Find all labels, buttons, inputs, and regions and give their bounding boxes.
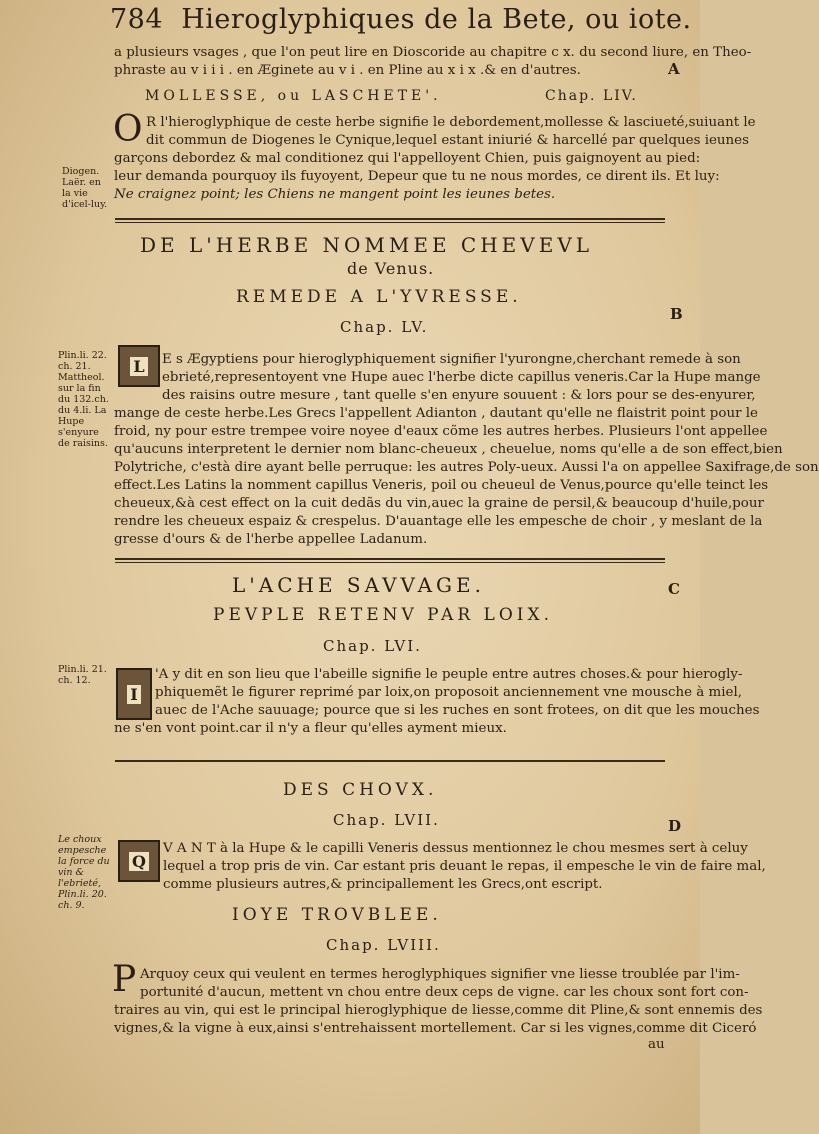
ch56-chap: Chap. LVI. bbox=[323, 637, 422, 655]
ch57-dropcap bbox=[118, 840, 160, 882]
ch55-line-4: mange de ceste herbe.Les Grecs l'appellent Adianton , dautant qu'elle ne flaistrit point pour le bbox=[114, 406, 758, 421]
ch57-line-1: V A N T à la Hupe & le capilli Veneris dessus mentionnez le chou mesmes sert à celuy bbox=[163, 841, 748, 856]
ch58-initial: P bbox=[112, 959, 137, 1000]
ch58-title: IOYE TROVBLEE. bbox=[232, 905, 442, 925]
margin-letter-d: D bbox=[668, 817, 682, 835]
page-header bbox=[110, 4, 692, 35]
page-number: 784 bbox=[110, 4, 164, 35]
margin-letter-a: A bbox=[668, 60, 680, 78]
section-rule bbox=[115, 558, 665, 560]
ch55-line-3: des raisins outre mesure , tant quelle s'en enyure souuent : & lors pour se des-enyurer, bbox=[162, 388, 756, 403]
ch55-line-7: Polytriche, c'està dire ayant belle perruque: les autres Poly-ueux. Aussi l'a on appellee Saxifrage,de son bbox=[114, 460, 819, 475]
ch58-line-2: portunité d'aucun, mettent vn chou entre deux ceps de vigne. car les choux sont fort con- bbox=[140, 985, 749, 1000]
ch56-line-3: auec de l'Ache sauuage; pource que si les ruches en sont frotees, on dit que les mouches bbox=[155, 703, 760, 718]
ch55-line-10: rendre les cheueux espaiz & crespelus. D'auantage elle les empesche de choir , y meslant de la bbox=[114, 514, 763, 529]
ch54-line-3: garçons debordez & mal conditionez qui l'appelloyent Chien, puis gaignoyent au pied: bbox=[114, 151, 701, 166]
ch54-title: MOLLESSE, ou LASCHETE'. bbox=[145, 88, 442, 104]
ch58-chap: Chap. LVIII. bbox=[326, 936, 441, 954]
ch57-margin-note: Le choux empesche la force du vin & l'ebrieté, Plin.li. 20. ch. 9. bbox=[58, 834, 110, 911]
ch57-line-2: lequel a trop pris de vin. Car estant pris deuant le repas, il empesche le vin de faire mal, bbox=[163, 859, 766, 874]
section-rule bbox=[115, 218, 665, 220]
ch55-line-5: froid, ny pour estre trempee voire noyee d'eaux cõme les autres herbes. Plusieurs l'ont appellee bbox=[114, 424, 768, 439]
ch56-initial: I bbox=[127, 685, 140, 704]
intro-line-2: phraste au v i i i . en Æginete au v i . en Pline au x i x .& en d'autres. bbox=[114, 63, 581, 78]
ch55-chap: Chap. LV. bbox=[340, 318, 429, 336]
margin-letter-c: C bbox=[668, 580, 680, 598]
ch57-initial: Q bbox=[129, 852, 149, 871]
ch56-line-2: phiquemẽt le figurer reprimé par loix,on proposoit anciennement vne mousche à miel, bbox=[155, 685, 742, 700]
ch55-dropcap bbox=[118, 345, 160, 387]
ch55-title-1: DE L'HERBE NOMMEE CHEVEVL bbox=[140, 233, 594, 257]
section-rule-thin bbox=[115, 222, 665, 223]
section-rule-thin bbox=[115, 562, 665, 563]
ch54-line-1: R l'hieroglyphique de ceste herbe signifie le debordement,mollesse & lasciueté,suiuant le bbox=[146, 115, 756, 130]
section-rule bbox=[115, 760, 665, 762]
ch56-line-4: ne s'en vont point.car il n'y a fleur qu'elles ayment mieux. bbox=[114, 721, 507, 736]
ch54-line-2: dit commun de Diogenes le Cynique,lequel estant iniurié & harcellé par quelques ieunes bbox=[146, 133, 749, 148]
ch56-title-1: L'ACHE SAVVAGE. bbox=[232, 573, 485, 597]
ch56-dropcap bbox=[116, 668, 152, 720]
ch56-margin-note: Plin.li. 21. ch. 12. bbox=[58, 664, 107, 686]
ch55-line-11: gresse d'ours & de l'herbe appellee Ladanum. bbox=[114, 532, 428, 547]
ch55-line-8: effect.Les Latins la nomment capillus Veneris, poil ou cheueul de Venus,pource qu'elle teinct les bbox=[114, 478, 769, 493]
ch56-line-1: 'A y dit en son lieu que l'abeille signifie le peuple entre autres choses.& pour hierogly- bbox=[155, 667, 743, 682]
ch55-title-3: REMEDE A L'YVRESSE. bbox=[236, 287, 522, 307]
margin-letter-b: B bbox=[670, 305, 683, 323]
ch58-line-1: Arquoy ceux qui veulent en termes heroglyphiques signifier vne liesse troublée par l'im- bbox=[140, 967, 740, 982]
ch57-line-3: comme plusieurs autres,& principallement les Grecs,ont escript. bbox=[163, 877, 603, 892]
ch54-chap: Chap. LIV. bbox=[545, 88, 638, 104]
ch57-title: DES CHOVX. bbox=[283, 780, 438, 800]
running-title: Hieroglyphiques de la Bete, ou iote. bbox=[181, 4, 692, 35]
ch58-line-4: vignes,& la vigne à eux,ainsi s'entrehaissent mortellement. Car si les vignes,comme dit Ciceró bbox=[114, 1021, 757, 1036]
catchword: au bbox=[648, 1037, 665, 1052]
ch58-line-3: traires au vin, qui est le principal hieroglyphique de liesse,comme dit Pline,& sont ennemis des bbox=[114, 1003, 763, 1018]
ch55-line-6: qu'aucuns interpretent le dernier nom blanc-cheueux , cheuelue, noms qu'elle a de son effect,bien bbox=[114, 442, 783, 457]
ch55-margin-note: Plin.li. 22. ch. 21. Mattheol. sur la fin du 132.ch. du 4.li. La Hupe s'enyure de raisins. bbox=[58, 350, 109, 449]
ch54-line-5: Ne craignez point; les Chiens ne mangent point les ieunes betes. bbox=[114, 187, 556, 202]
ch55-line-1: E s Ægyptiens pour hieroglyphiquement signifier l'yurongne,cherchant remede à son bbox=[162, 352, 741, 367]
ch55-title-2: de Venus. bbox=[347, 259, 435, 278]
ch56-title-2: PEVPLE RETENV PAR LOIX. bbox=[213, 605, 553, 625]
ch54-line-4: leur demanda pourquoy ils fuyoyent, Depeur que tu ne nous mordes, ce dirent ils. Et luy: bbox=[114, 169, 720, 184]
ch57-chap: Chap. LVII. bbox=[333, 811, 440, 829]
ch55-initial: L bbox=[130, 357, 147, 376]
ch54-margin-note: Diogen. Laër. en la vie d'icel-luy. bbox=[62, 166, 108, 210]
ch54-initial: O bbox=[113, 109, 143, 150]
ch55-line-2: ebrieté,representoyent vne Hupe auec l'herbe dicte capillus veneris.Car la Hupe mange bbox=[162, 370, 761, 385]
intro-line-1: a plusieurs vsages , que l'on peut lire en Dioscoride au chapitre c x. du second liure, en Theo- bbox=[114, 45, 752, 60]
ch55-line-9: cheueux,&à cest effect on la cuit dedãs du vin,auec la graine de persil,& beaucoup d'huile,pour bbox=[114, 496, 764, 511]
